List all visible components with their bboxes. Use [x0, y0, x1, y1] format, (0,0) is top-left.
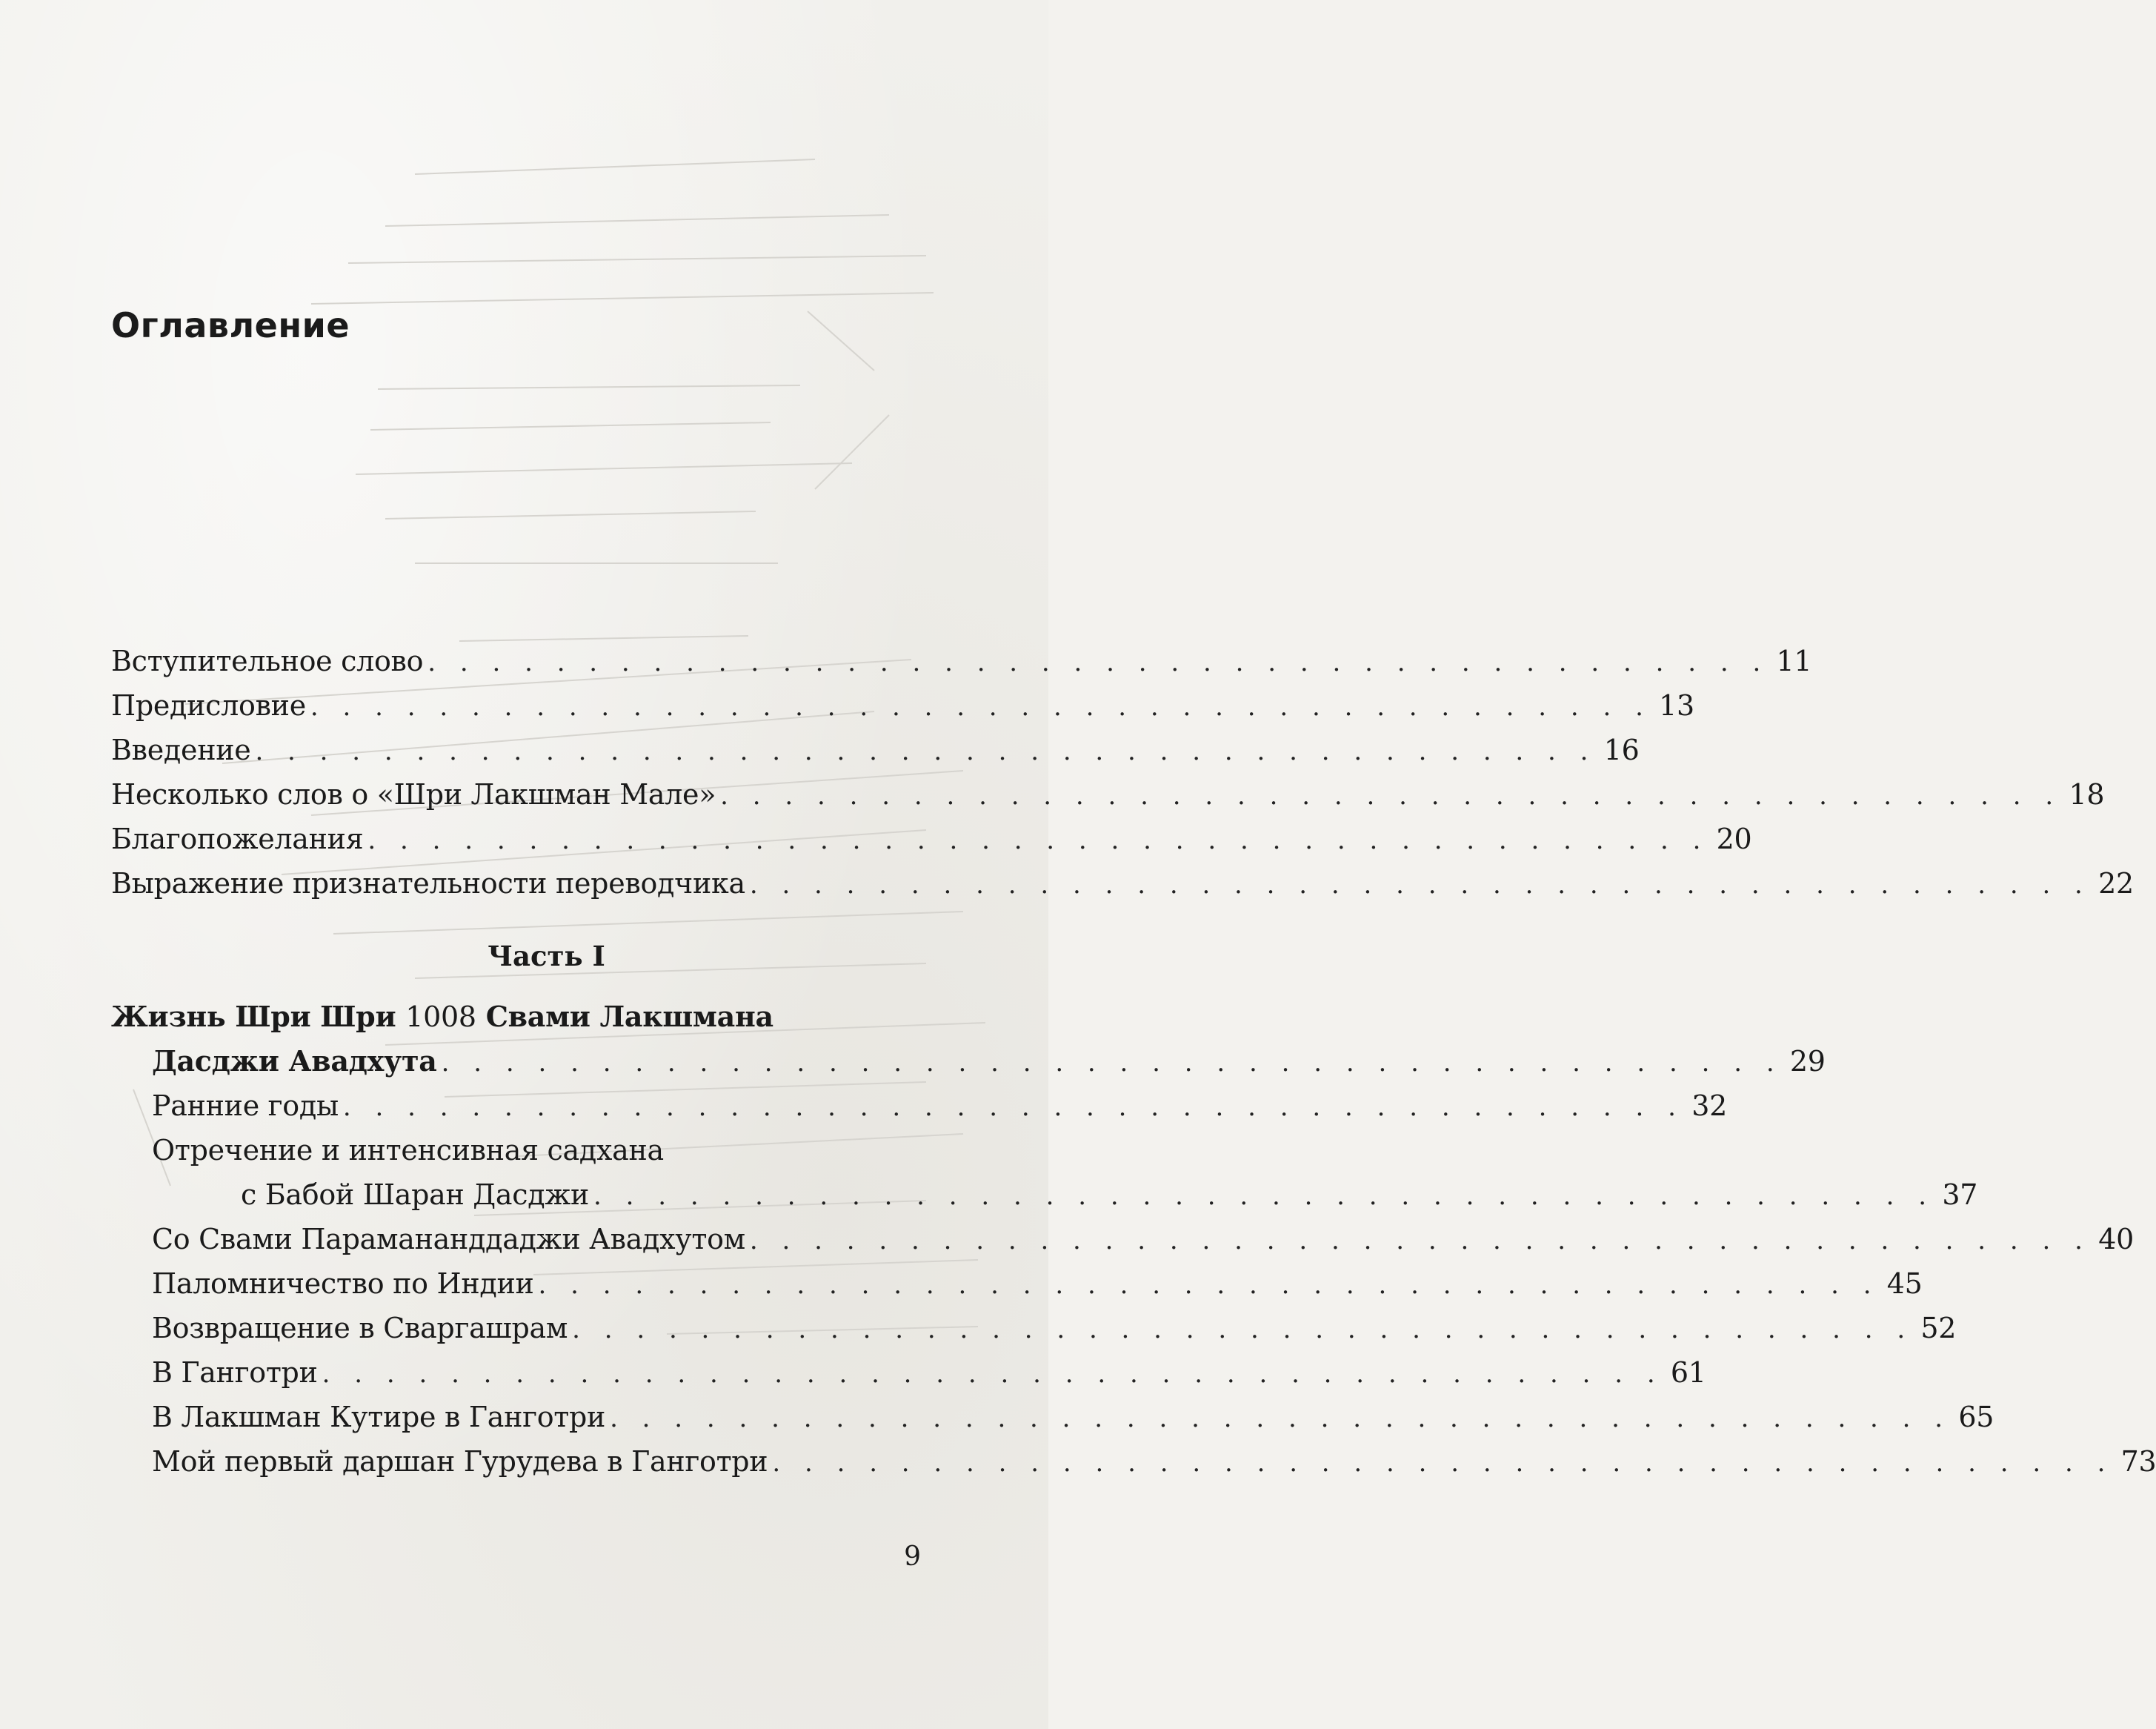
- section-page: 65: [1958, 1401, 1994, 1433]
- toc-entry-title: Предисловие: [111, 689, 306, 722]
- section-entry[interactable]: [241, 1177, 1978, 1212]
- toc-entry-page: 16: [1603, 734, 1640, 766]
- dot-leader: . . . . . . . . . . . . . . . . . . . . . . . . . . . . . . . . . . . . . . . . . .: [427, 648, 1769, 677]
- toc-entry-title: Вступительное слово: [111, 645, 424, 677]
- section-entry[interactable]: [152, 1399, 1994, 1435]
- dot-leader: . . . . . . . . . . . . . . . . . . . . . . . . . . . . . . . . . . . . . . . . . .: [720, 781, 2062, 811]
- section-title: В Ганготри: [152, 1356, 318, 1389]
- section-entry[interactable]: [152, 1310, 1957, 1346]
- section-title: Мой первый даршан Гурудева в Ганготри: [152, 1445, 768, 1478]
- toc-entry-page: 22: [2098, 867, 2134, 900]
- section-page: 32: [1691, 1089, 1727, 1122]
- section-title: В Лакшман Кутире в Ганготри: [152, 1401, 606, 1433]
- toc-heading: Оглавление: [111, 305, 350, 345]
- toc-entry-title: Выражение признательности переводчика: [111, 867, 745, 900]
- chapter-title-line-1[interactable]: [111, 999, 773, 1035]
- section-page: 61: [1670, 1356, 1706, 1389]
- toc-entry[interactable]: [111, 732, 1640, 768]
- dot-leader: . . . . . . . . . . . . . . . . . . . . . . . . . . . . . . . . . . . . . . . . . .: [310, 692, 1651, 722]
- section-entry[interactable]: [152, 1355, 1706, 1390]
- section-entry[interactable]: [152, 1088, 1727, 1124]
- dot-leader: . . . . . . . . . . . . . . . . . . . . . . . . . . . . . . . . . . . . . . . . . .: [772, 1448, 2114, 1478]
- toc-entry-title: Несколько слов о «Шри Лакшман Мале»: [111, 778, 716, 811]
- section-title: Отречение и интенсивная садхана: [152, 1134, 664, 1167]
- chapter-title-part: Свами Лакшмана: [476, 1000, 773, 1033]
- toc-entry-page: 18: [2069, 778, 2105, 811]
- section-title: Ранние годы: [152, 1089, 339, 1122]
- section-page: 40: [2098, 1223, 2134, 1255]
- section-title: Возвращение в Сваргашрам: [152, 1312, 568, 1344]
- toc-entry[interactable]: [111, 821, 1752, 857]
- section-entry[interactable]: [152, 1444, 2156, 1479]
- dot-leader: . . . . . . . . . . . . . . . . . . . . . . . . . . . . . . . . . . . . . . . . . .: [342, 1092, 1684, 1122]
- toc-entry[interactable]: [111, 688, 1694, 723]
- section-title: Паломничество по Индии: [152, 1267, 534, 1300]
- chapter-title-part: Жизнь Шри Шри: [111, 1000, 406, 1033]
- toc-entry[interactable]: [111, 643, 1812, 679]
- dot-leader: . . . . . . . . . . . . . . . . . . . . . . . . . . . . . . . . . . . . . . . . . .: [538, 1270, 1880, 1300]
- toc-entry-page: 20: [1716, 823, 1752, 855]
- section-page: 37: [1942, 1178, 1978, 1211]
- dot-leader: . . . . . . . . . . . . . . . . . . . . . . . . . . . . . . . . . . . . . . . . . .: [572, 1315, 1914, 1344]
- dot-leader: . . . . . . . . . . . . . . . . . . . . . . . . . . . . . . . . . . . . . . . . . .: [749, 1226, 2091, 1255]
- chapter-title-line-2: Дасджи Авадхута: [152, 1044, 437, 1078]
- section-page: 45: [1886, 1267, 1923, 1300]
- section-entry[interactable]: [152, 1221, 2134, 1257]
- chapter-title-number: 1008: [405, 1000, 476, 1033]
- toc-entry-page: 11: [1776, 645, 1812, 677]
- section-title: Со Свами Парамананддаджи Авадхутом: [152, 1223, 745, 1255]
- part-title: Часть I: [488, 940, 605, 972]
- toc-entry-title: Благопожелания: [111, 823, 364, 855]
- dot-leader: . . . . . . . . . . . . . . . . . . . . . . . . . . . . . . . . . . . . . . . . . .: [322, 1359, 1663, 1389]
- dot-leader: . . . . . . . . . . . . . . . . . . . . . . . . . . . . . . . . . . . . . . . . . .: [593, 1181, 1935, 1211]
- page-number: 9: [904, 1542, 921, 1572]
- section-page: 73: [2120, 1445, 2156, 1478]
- toc-entry-title: Введение: [111, 734, 251, 766]
- dot-leader: . . . . . . . . . . . . . . . . . . . . . . . . . . . . . . . . . . . . . . . . . .: [441, 1048, 1783, 1078]
- dot-leader: . . . . . . . . . . . . . . . . . . . . . . . . . . . . . . . . . . . . . . . . . .: [749, 870, 2091, 900]
- toc-entry[interactable]: [111, 866, 2134, 901]
- dot-leader: . . . . . . . . . . . . . . . . . . . . . . . . . . . . . . . . . . . . . . . . . .: [610, 1404, 1952, 1433]
- section-title: с Бабой Шаран Дасджи: [241, 1178, 590, 1211]
- dot-leader: . . . . . . . . . . . . . . . . . . . . . . . . . . . . . . . . . . . . . . . . . .: [367, 826, 1709, 855]
- section-title-line-1[interactable]: [152, 1132, 664, 1168]
- section-page: 52: [1920, 1312, 1957, 1344]
- toc-entry[interactable]: [111, 777, 2105, 812]
- toc-entry-page: 13: [1659, 689, 1694, 722]
- chapter-entry[interactable]: [152, 1043, 1826, 1079]
- chapter-page: 29: [1789, 1045, 1826, 1078]
- section-entry[interactable]: [152, 1266, 1923, 1301]
- dot-leader: . . . . . . . . . . . . . . . . . . . . . . . . . . . . . . . . . . . . . . . . . .: [255, 737, 1597, 766]
